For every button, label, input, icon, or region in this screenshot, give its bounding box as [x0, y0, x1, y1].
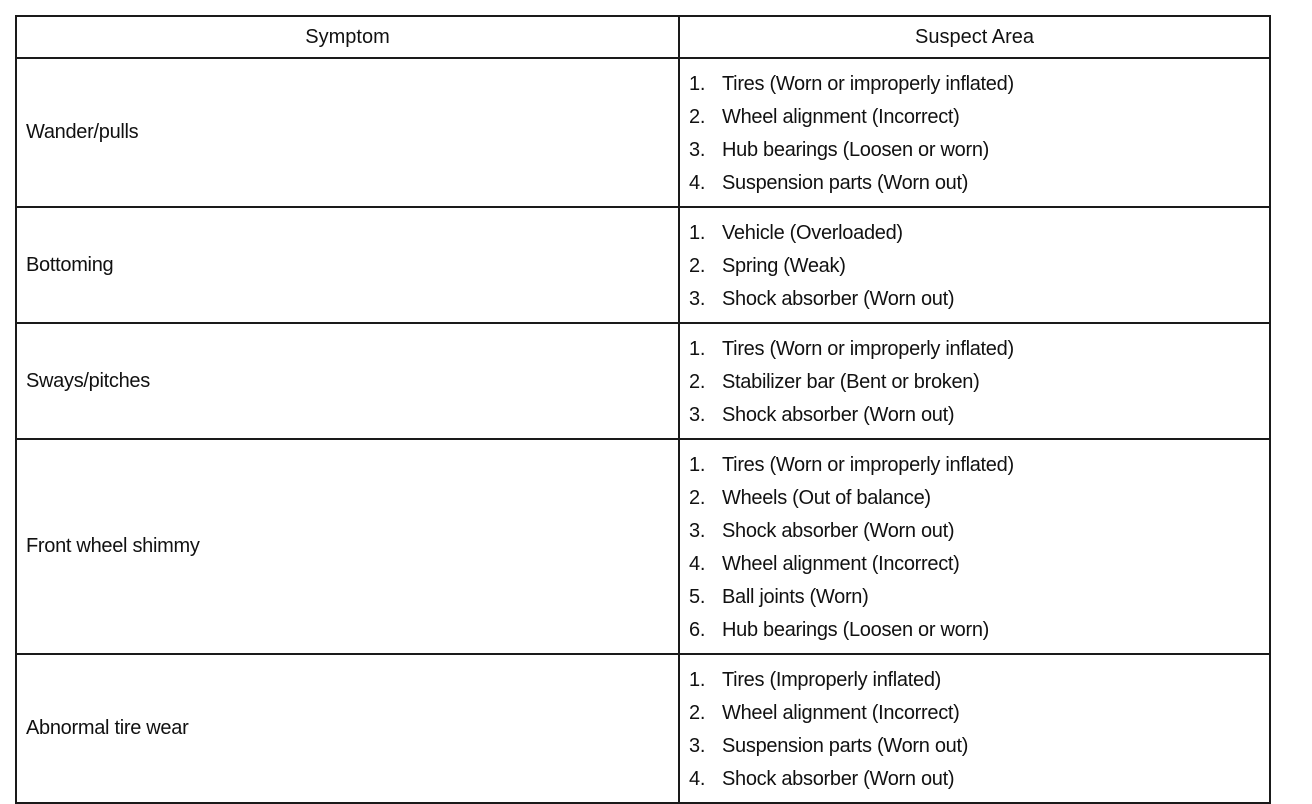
cause-number: 1.: [689, 454, 706, 476]
cause-item: [689, 217, 1269, 250]
cause-number: 4.: [689, 768, 706, 790]
symptom-cell: Bottoming: [16, 207, 679, 323]
suspect-area-cell: [679, 207, 1270, 323]
cause-item: [689, 134, 1269, 167]
cause-list: [689, 68, 1269, 200]
cause-text: Suspension parts (Worn out): [722, 735, 969, 757]
cause-number: 2.: [689, 106, 706, 128]
cause-number: 3.: [689, 735, 706, 757]
suspect-area-column-header: Suspect Area: [679, 16, 1270, 58]
cause-text: Shock absorber (Worn out): [722, 404, 955, 426]
table-body: [16, 58, 1270, 803]
cause-text: Wheel alignment (Incorrect): [722, 702, 960, 724]
symptom-column-header: Symptom: [16, 16, 679, 58]
cause-item: [689, 515, 1269, 548]
cause-item: [689, 250, 1269, 283]
cause-item: [689, 730, 1269, 763]
cause-item: [689, 333, 1269, 366]
suspect-area-cell: [679, 58, 1270, 207]
troubleshooting-table: [15, 15, 1271, 804]
table-row: [16, 323, 1270, 439]
cause-item: [689, 482, 1269, 515]
header-row: [16, 16, 1270, 58]
cause-number: 1.: [689, 73, 706, 95]
cause-item: [689, 68, 1269, 101]
cause-text: Hub bearings (Loosen or worn): [722, 619, 990, 641]
cause-text: Shock absorber (Worn out): [722, 520, 955, 542]
cause-number: 3.: [689, 139, 706, 161]
cause-text: Stabilizer bar (Bent or broken): [722, 371, 980, 393]
cause-number: 6.: [689, 619, 706, 641]
cause-text: Wheels (Out of balance): [722, 487, 931, 509]
cause-list: [689, 664, 1269, 796]
cause-text: Vehicle (Overloaded): [722, 222, 903, 244]
cause-text: Hub bearings (Loosen or worn): [722, 139, 990, 161]
cause-number: 2.: [689, 371, 706, 393]
symptom-cell: Abnormal tire wear: [16, 654, 679, 803]
cause-number: 1.: [689, 338, 706, 360]
cause-item: [689, 664, 1269, 697]
suspect-area-cell: [679, 439, 1270, 654]
table-row: [16, 654, 1270, 803]
table-row: [16, 439, 1270, 654]
cause-text: Ball joints (Worn): [722, 586, 869, 608]
suspect-area-cell: [679, 654, 1270, 803]
cause-number: 5.: [689, 586, 706, 608]
cause-list: [689, 333, 1269, 432]
cause-text: Tires (Worn or improperly inflated): [722, 454, 1014, 476]
cause-number: 4.: [689, 172, 706, 194]
cause-text: Suspension parts (Worn out): [722, 172, 969, 194]
cause-text: Wheel alignment (Incorrect): [722, 106, 960, 128]
cause-number: 2.: [689, 702, 706, 724]
cause-item: [689, 697, 1269, 730]
cause-number: 1.: [689, 222, 706, 244]
cause-text: Tires (Improperly inflated): [722, 669, 941, 691]
cause-item: [689, 283, 1269, 316]
cause-number: 3.: [689, 404, 706, 426]
cause-list: [689, 217, 1269, 316]
cause-number: 3.: [689, 520, 706, 542]
cause-text: Shock absorber (Worn out): [722, 768, 955, 790]
cause-item: [689, 548, 1269, 581]
table-row: [16, 207, 1270, 323]
cause-item: [689, 101, 1269, 134]
table-header: [16, 16, 1270, 58]
cause-text: Tires (Worn or improperly inflated): [722, 338, 1014, 360]
symptom-cell: Front wheel shimmy: [16, 439, 679, 654]
cause-text: Wheel alignment (Incorrect): [722, 553, 960, 575]
symptom-cell: Sways/pitches: [16, 323, 679, 439]
table-row: [16, 58, 1270, 207]
cause-text: Tires (Worn or improperly inflated): [722, 73, 1014, 95]
cause-number: 2.: [689, 255, 706, 277]
cause-number: 3.: [689, 288, 706, 310]
cause-item: [689, 614, 1269, 647]
cause-number: 2.: [689, 487, 706, 509]
symptom-cell: Wander/pulls: [16, 58, 679, 207]
cause-number: 1.: [689, 669, 706, 691]
cause-item: [689, 449, 1269, 482]
cause-item: [689, 167, 1269, 200]
cause-item: [689, 399, 1269, 432]
cause-text: Spring (Weak): [722, 255, 846, 277]
cause-text: Shock absorber (Worn out): [722, 288, 955, 310]
cause-number: 4.: [689, 553, 706, 575]
suspect-area-cell: [679, 323, 1270, 439]
cause-list: [689, 449, 1269, 647]
cause-item: [689, 366, 1269, 399]
cause-item: [689, 581, 1269, 614]
